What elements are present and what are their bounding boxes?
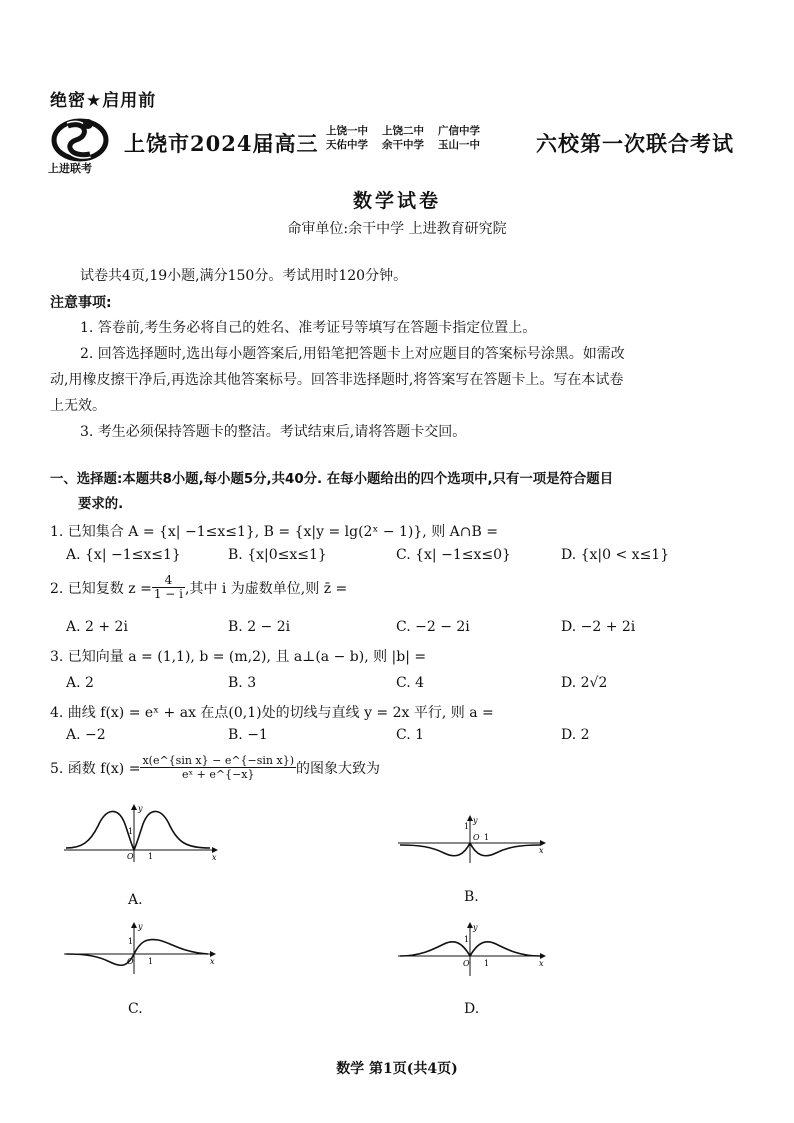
intro-text: 试卷共4页,19小题,满分150分。考试用时120分钟。 [80, 268, 408, 284]
school-list [326, 124, 494, 152]
q2-stem-pre: 2. 已知复数 z = [50, 580, 152, 597]
notice-item-2-cont: 动,用橡皮擦干净后,再选涂其他答案标号。回答非选择题时,将答案写在答题卡上。写在本试卷 [50, 372, 624, 388]
q2-option-b: B. 2 − 2i [228, 619, 291, 635]
q1-option-c: C. {x| −1≤x≤0} [396, 547, 511, 563]
graph-b-x-label: x [539, 846, 544, 855]
graph-b-origin: O [473, 833, 480, 842]
graph-d-x-label: x [539, 959, 544, 968]
graph-d-y-label: y [473, 923, 478, 932]
graph-c [62, 920, 222, 976]
q1-option-d: D. {x|0 < x≤1} [561, 547, 670, 563]
school-name: 广信中学 [438, 125, 480, 137]
question-2-stem [50, 574, 347, 601]
graph-d-tick-y: 1 [464, 935, 470, 944]
school-name: 天佑中学 [326, 139, 368, 151]
school-name: 上饶二中 [382, 125, 424, 137]
graph-c-y-label: y [138, 922, 143, 931]
question-4-stem: 4. 曲线 f(x) = eˣ + ax 在点(0,1)处的切线与直线 y = 2x 平行, 则 a = [50, 705, 494, 721]
header-prefix: 上饶市2024届高三 [124, 131, 319, 156]
graph-d-label: D. [464, 1001, 480, 1017]
graph-a-y-label: y [138, 804, 143, 813]
q2-option-a: A. 2 + 2i [66, 619, 128, 635]
graph-b-label: B. [464, 889, 479, 905]
graph-a-tick-x: 1 [148, 852, 154, 861]
graph-d-tick-x: 1 [484, 959, 490, 968]
q2-fraction [152, 574, 185, 601]
graph-d-origin: O [463, 959, 470, 968]
graph-b-tick-x: 1 [484, 833, 490, 842]
q4-option-c: C. 1 [396, 727, 425, 743]
q5-fraction [140, 754, 296, 781]
page-footer: 数学 第1页(共4页) [336, 1061, 458, 1077]
graph-a-curve [66, 811, 210, 850]
graph-c-tick-x: 1 [148, 957, 154, 966]
section-heading: 一、选择题:本题共8小题,每小题5分,共40分. 在每小题给出的四个选项中,只有一项是符合题目 [50, 472, 614, 487]
question-5-stem [50, 754, 380, 781]
notice-item-1: 1. 答卷前,考生务必将自己的姓名、准考证号等填写在答题卡指定位置上。 [80, 320, 537, 336]
q3-option-b: B. 3 [228, 675, 257, 691]
q2-denominator: 1 − i [153, 587, 183, 601]
graph-a-origin: O [127, 852, 134, 861]
q4-option-a: A. −2 [66, 727, 106, 743]
q5-denominator: eˣ + e^{−x} [181, 768, 255, 781]
header-suffix: 六校第一次联合考试 [536, 131, 734, 156]
q2-numerator: 4 [152, 574, 185, 588]
graph-d [396, 922, 552, 978]
graph-c-y-arrow-icon [131, 922, 137, 928]
graph-b [396, 815, 552, 865]
graph-a-y-arrow-icon [131, 804, 137, 810]
graph-c-origin: O [127, 957, 134, 966]
notice-item-2: 2. 回答选择题时,选出每小题答案后,用铅笔把答题卡上对应题目的答案标号涂黑。如需改 [80, 346, 625, 362]
graph-b-y-label: y [473, 816, 478, 825]
logo-text: 上进联考 [48, 162, 92, 175]
q5-numerator: x(e^{sin x} − e^{−sin x}) [142, 754, 295, 767]
notice-item-3: 3. 考生必须保持答题卡的整洁。考试结束后,请将答题卡交回。 [80, 424, 467, 440]
q3-option-a: A. 2 [66, 675, 94, 691]
graph-c-label: C. [128, 1001, 143, 1017]
section-heading-cont: 要求的. [78, 497, 124, 512]
secret-label: 绝密★启用前 [50, 91, 157, 111]
school-name: 玉山一中 [438, 139, 480, 151]
notice-heading: 注意事项: [50, 295, 112, 311]
school-name: 上饶一中 [326, 125, 368, 137]
graph-a-label: A. [128, 892, 143, 908]
paper-title: 数学试卷 [352, 190, 441, 212]
q2-stem-post: ,其中 i 为虚数单位,则 z̄ = [184, 580, 348, 597]
graph-a-x-label: x [212, 853, 217, 862]
graph-c-curve [66, 940, 208, 966]
q4-option-b: B. −1 [228, 727, 268, 743]
question-3-stem: 3. 已知向量 a = (1,1), b = (m,2), 且 a⊥(a − b), 则 |b| = [50, 649, 427, 665]
school-name: 余干中学 [382, 139, 424, 151]
q1-option-a: A. {x| −1≤x≤1} [66, 547, 181, 563]
q3-option-c: C. 4 [396, 675, 425, 691]
graph-c-tick-y: 1 [128, 937, 134, 946]
q5-stem-pre: 5. 函数 f(x) = [50, 760, 141, 777]
notice-item-2-end: 上无效。 [50, 398, 106, 414]
q2-option-c: C. −2 − 2i [396, 619, 470, 635]
question-1-stem: 1. 已知集合 A = {x| −1≤x≤1}, B = {x|y = lg(2ˣ − 1)}, 则 A∩B = [50, 524, 498, 540]
q1-option-b: B. {x|0≤x≤1} [228, 547, 327, 563]
graph-a-tick-y: 1 [128, 827, 134, 836]
q4-option-d: D. 2 [561, 727, 590, 743]
graph-c-x-label: x [210, 957, 215, 966]
q3-option-d: D. 2√2 [561, 675, 608, 691]
graph-a [62, 802, 222, 864]
q5-stem-post: 的图象大致为 [296, 760, 381, 777]
graph-b-tick-y: 1 [464, 822, 470, 831]
author-unit: 命审单位:余干中学 上进教育研究院 [287, 221, 507, 237]
q2-option-d: D. −2 + 2i [561, 619, 636, 635]
